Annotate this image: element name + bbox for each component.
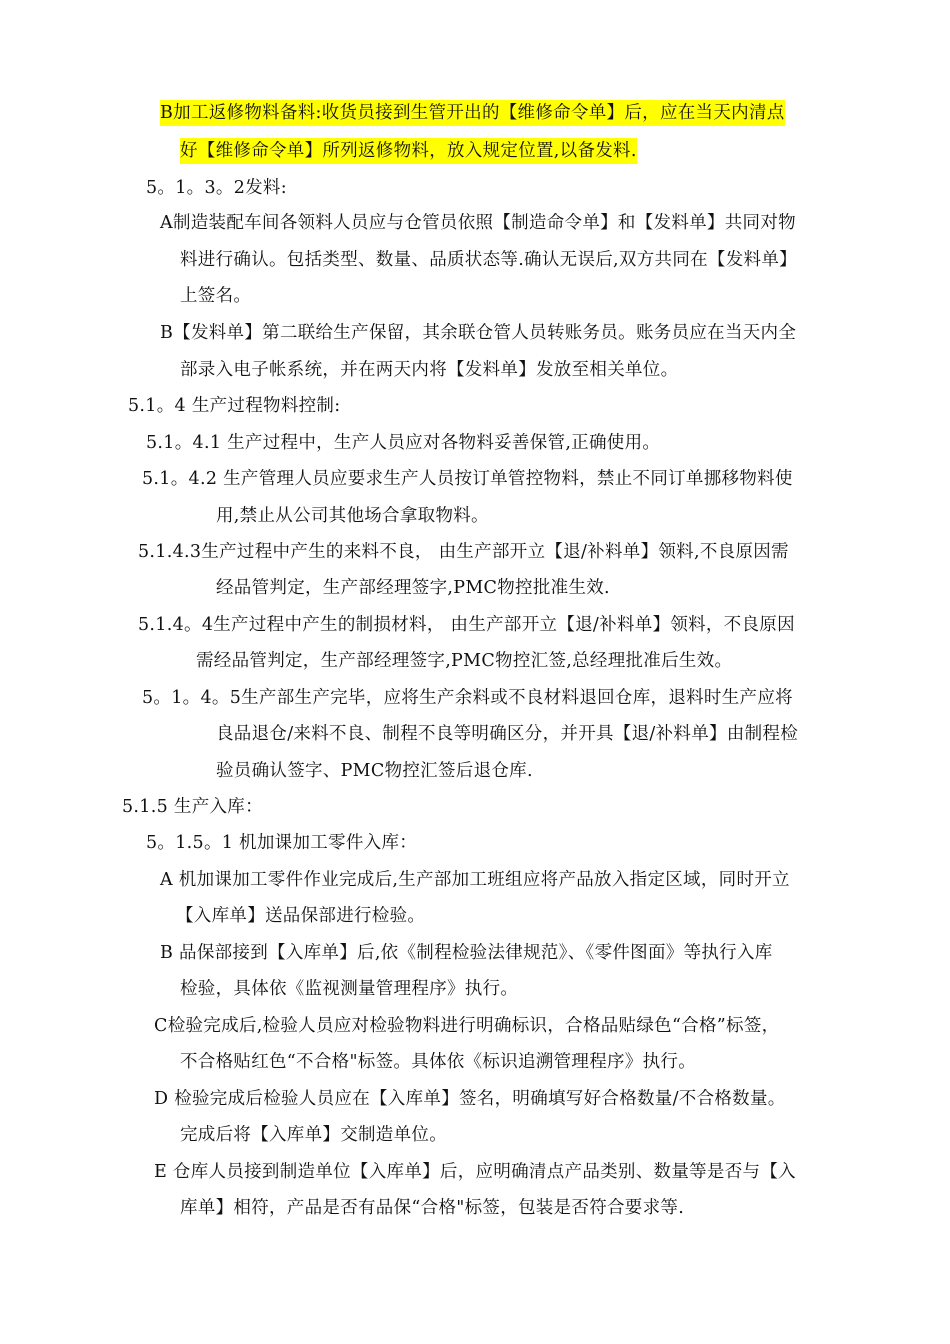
section-heading: 5.1。4 生产过程物料控制: <box>128 396 341 416</box>
text-line: 验员确认签字、PMC物控汇签后退仓库. <box>216 761 533 781</box>
text-line: C检验完成后,检验人员应对检验物料进行明确标识，合格品贴绿色“合格”标签， <box>154 1016 780 1036</box>
text-line: 完成后将【入库单】交制造单位。 <box>180 1125 447 1145</box>
text-line: 5.1.4.3生产过程中产生的来料不良， 由生产部开立【退/补料单】领料,不良原因需 <box>138 542 789 562</box>
text-line: 5.1.4。4生产过程中产生的制损材料， 由生产部开立【退/补料单】领料，不良原因 <box>138 615 795 635</box>
text-line: 5.1。4.2 生产管理人员应要求生产人员按订单管控物料，禁止不同订单挪移物料使 <box>142 469 793 489</box>
text-line: 需经品管判定，生产部经理签字,PMC物控汇签,总经理批准后生效。 <box>196 651 733 671</box>
text-line: 料进行确认。包括类型、数量、品质状态等.确认无误后,双方共同在【发料单】 <box>180 250 797 270</box>
text-line: 【入库单】送品保部进行检验。 <box>176 906 426 926</box>
text-line: 5。1。4。5生产部生产完毕，应将生产余料或不良材料退回仓库，退料时生产应将 <box>142 688 793 708</box>
text-line: B【发料单】第二联给生产保留，其余联仓管人员转账务员。账务员应在当天内全 <box>160 323 797 343</box>
text-line: A制造装配车间各领料人员应与仓管员依照【制造命令单】和【发料单】共同对物 <box>160 213 796 233</box>
section-heading: 5.1.5 生产入库： <box>122 797 263 817</box>
text-line: E 仓库人员接到制造单位【入库单】后，应明确清点产品类别、数量等是否与【入 <box>154 1162 796 1182</box>
text-line: 经品管判定，生产部经理签字,PMC物控批准生效. <box>216 578 610 598</box>
text-line: 用,禁止从公司其他场合拿取物料。 <box>216 506 489 526</box>
text-line: B 品保部接到【入库单】后,依《制程检验法律规范》、《零件图面》等执行入库 <box>160 943 773 963</box>
section-heading: 5。1.5。1 机加课加工零件入库： <box>146 833 418 853</box>
text-line: B加工返修物料备料:收货员接到生管开出的【维修命令单】后，应在当天内清点 <box>160 100 785 126</box>
text-line: 良品退仓/来料不良、制程不良等明确区分，并开具【退/补料单】由制程检 <box>216 724 798 744</box>
text-line: D 检验完成后检验人员应在【入库单】签名，明确填写好合格数量/不合格数量。 <box>154 1089 786 1109</box>
text-line: 部录入电子帐系统，并在两天内将【发料单】发放至相关单位。 <box>180 360 679 380</box>
text-line: 好【维修命令单】所列返修物料，放入规定位置,以备发料. <box>180 138 637 164</box>
text-line: 上签名。 <box>180 286 252 306</box>
text-line: 检验，具体依《监视测量管理程序》执行。 <box>180 979 519 999</box>
text-line: 库单】相符，产品是否有品保“合格"标签，包装是否符合要求等. <box>180 1198 685 1218</box>
section-heading: 5。1。3。2发料: <box>146 178 287 198</box>
text-line: 不合格贴红色“不合格"标签。具体依《标识追溯管理程序》执行。 <box>180 1052 696 1072</box>
text-line: A 机加课加工零件作业完成后,生产部加工班组应将产品放入指定区域，同时开立 <box>160 870 790 890</box>
text-line: 5.1。4.1 生产过程中，生产人员应对各物料妥善保管,正确使用。 <box>146 433 661 453</box>
